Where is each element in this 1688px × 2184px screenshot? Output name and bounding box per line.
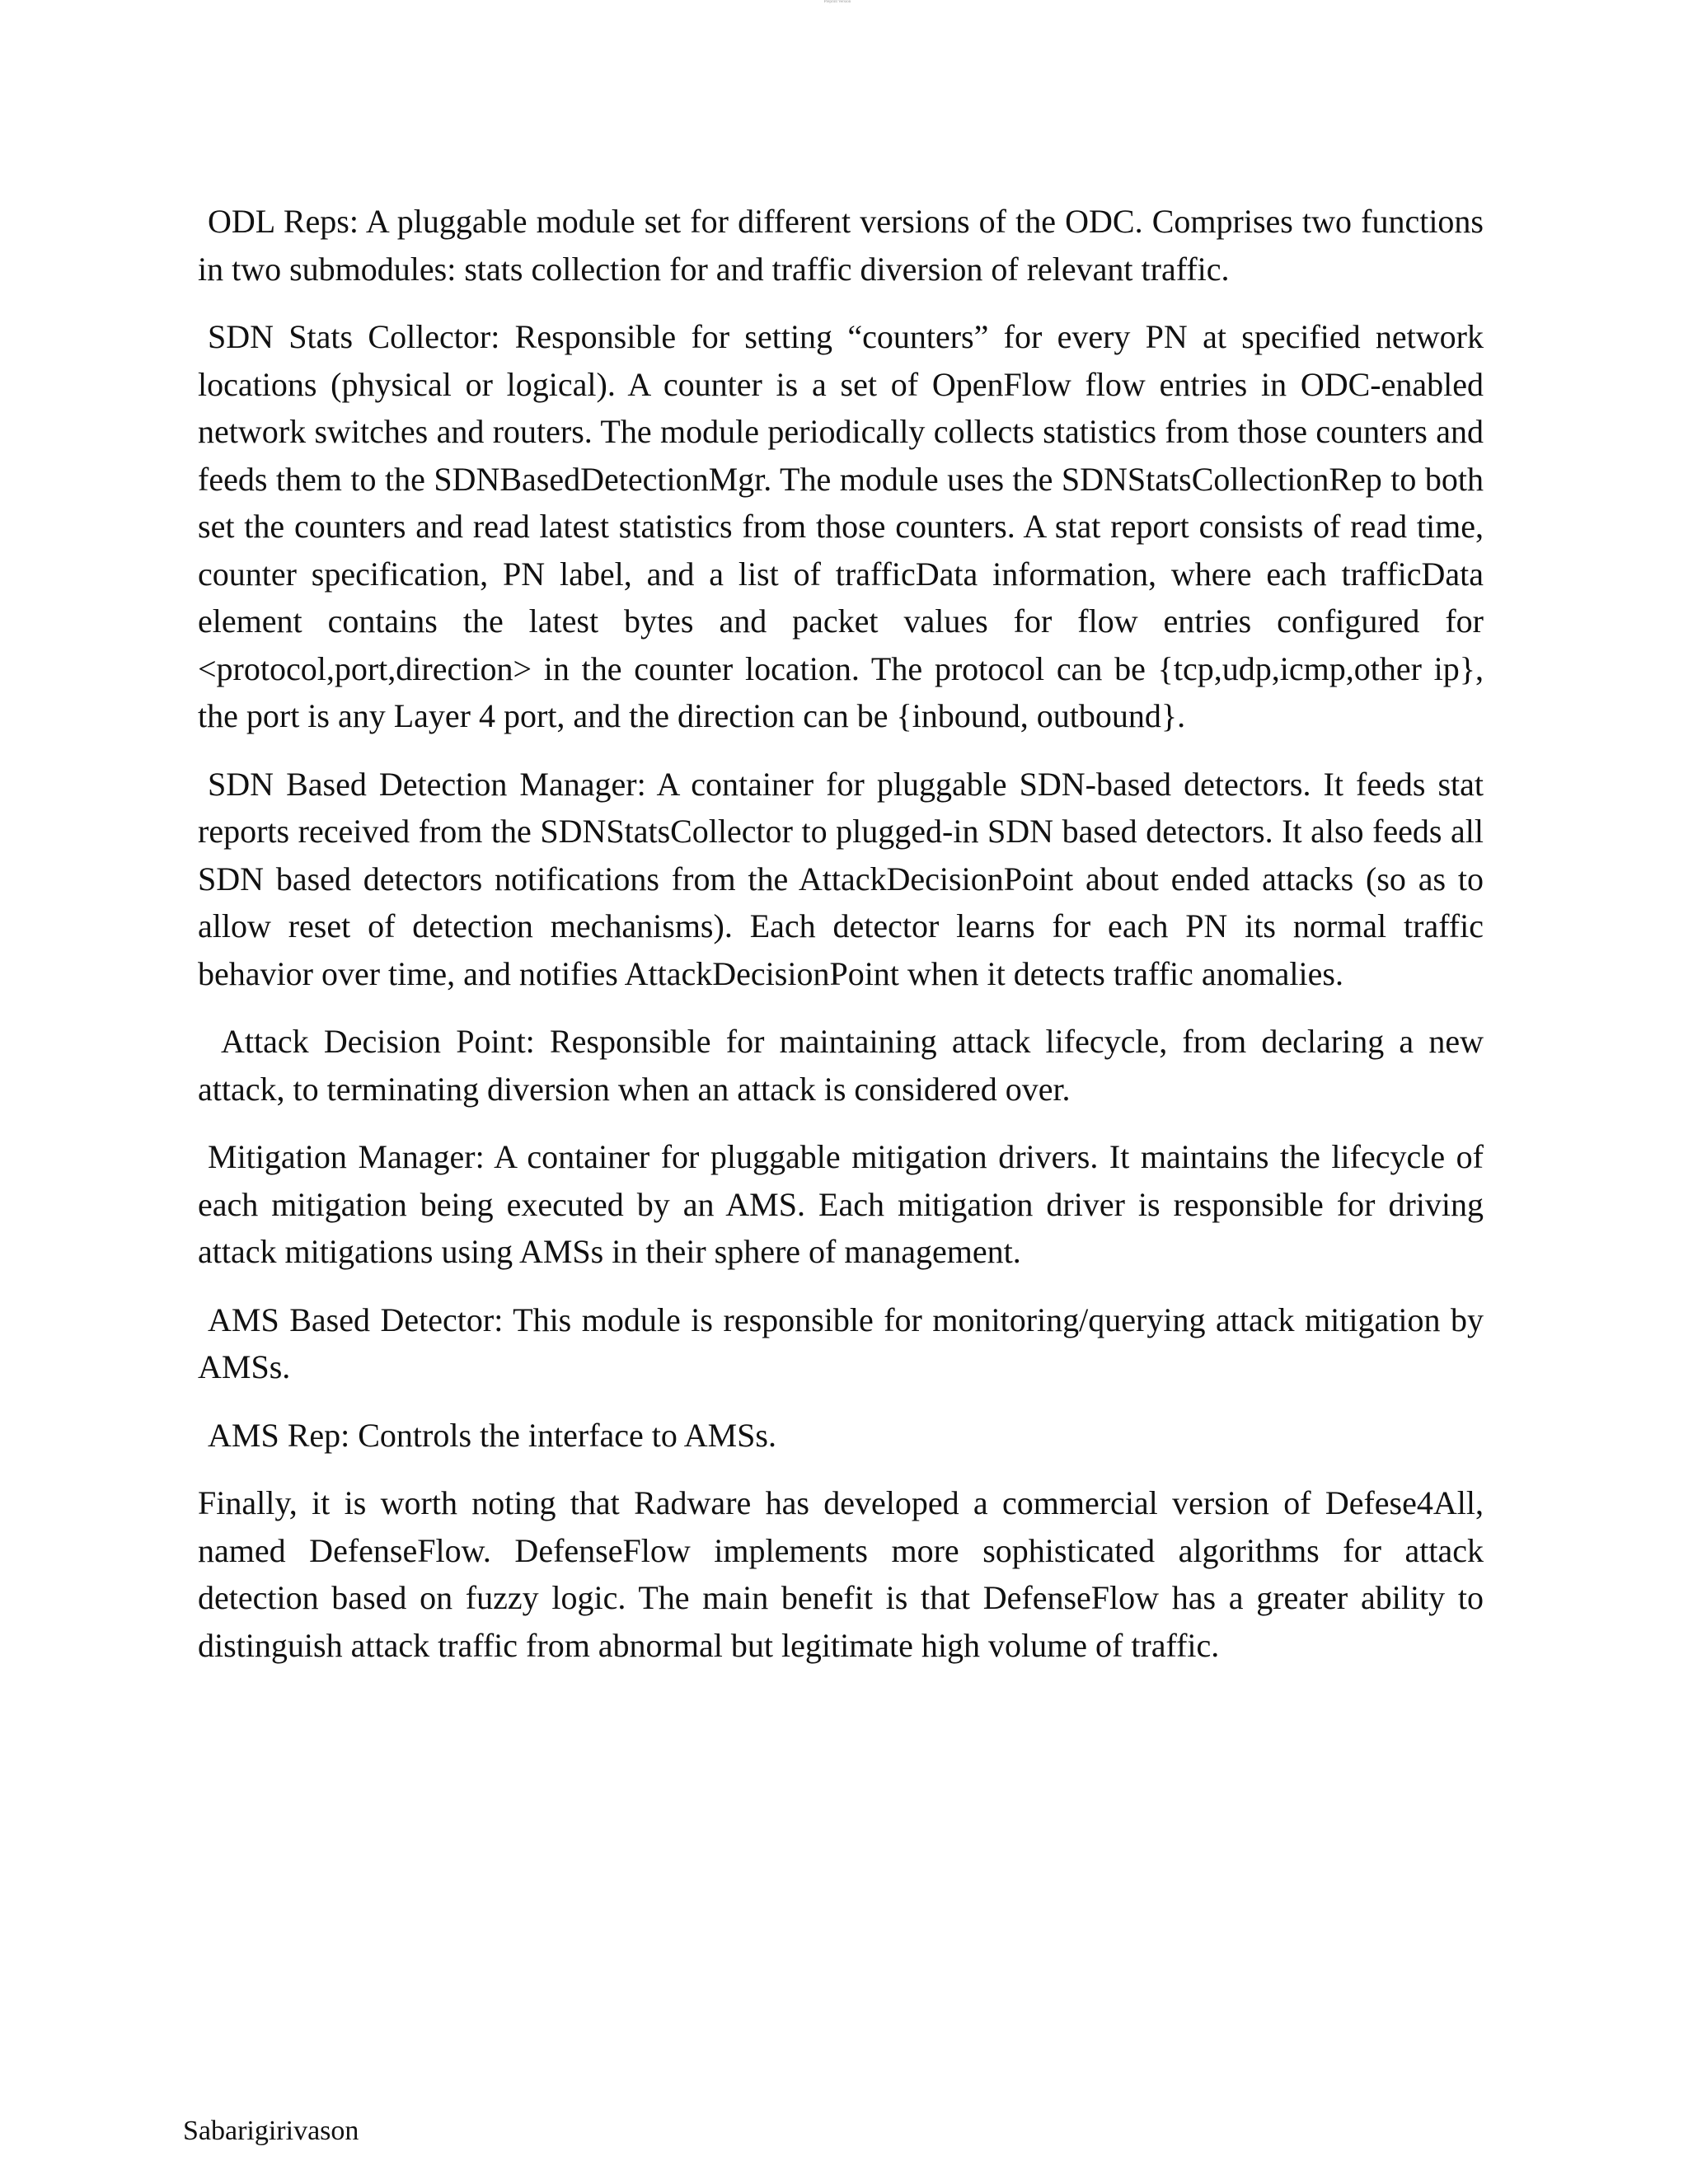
paragraph-ams-based-detector: AMS Based Detector: This module is responsible for monitoring/querying attack mitigation by AMSs. [198,1301,1484,1385]
paragraph-sdn-stats-collector: SDN Stats Collector: Responsible for setting “counters” for every PN at specified network locations (physical or logical). A counter is a set of OpenFlow flow entries in ODC-enabled network switches and routers. The module periodically collects statistics from those counters and feeds them to the SDNBasedDetectionMgr. The module uses the SDNStatsCollectionRep to both set the counters and read latest statistics from those counters. A stat report consists of read time, counter specification, PN label, and a list of trafficData information, where each trafficData element contains the latest bytes and packet values for flow entries configured for <protocol,port,direction> in the counter location. The protocol can be {tcp,udp,icmp,other ip}, the port is any Layer 4 port, and the direction can be {inbound, outbound}. [198,318,1484,734]
paragraph-mitigation-manager: Mitigation Manager: A container for pluggable mitigation drivers. It maintains the lifecycle of each mitigation being executed by an AMS. Each mitigation driver is responsible for driving attack mitigations using AMSs in their sphere of management. [198,1138,1484,1270]
paragraph-conclusion: Finally, it is worth noting that Radware has developed a commercial version of Defese4All, named DefenseFlow. DefenseFlow implements more sophisticated algorithms for attack detection based on fuzzy logic. The main benefit is that DefenseFlow has a greater ability to distinguish attack traffic from abnormal but legitimate high volume of traffic. [198,1484,1484,1664]
page-header-mark: Preprint Version [823,0,851,4]
footer-author: Sabarigirivason [183,2116,359,2146]
paragraph-ams-rep: AMS Rep: Controls the interface to AMSs. [208,1416,776,1454]
paragraph-odl-reps: ODL Reps: A pluggable module set for different versions of the ODC. Comprises two functions in two submodules: stats collection for and traffic diversion of relevant traffic. [198,203,1484,288]
paragraph-sdn-based-detection-manager: SDN Based Detection Manager: A container for pluggable SDN-based detectors. It feeds stat reports received from the SDNStatsCollector to plugged-in SDN based detectors. It also feeds all SDN based detectors notifications from the AttackDecisionPoint about ended attacks (so as to allow reset of detection mechanisms). Each detector learns for each PN its normal traffic behavior over time, and notifies AttackDecisionPoint when it detects traffic anomalies. [198,765,1484,992]
document-body [198,198,1484,1690]
paragraph-attack-decision-point: Attack Decision Point: Responsible for maintaining attack lifecycle, from declaring a new attack, to terminating diversion when an attack is considered over. [198,1023,1484,1108]
